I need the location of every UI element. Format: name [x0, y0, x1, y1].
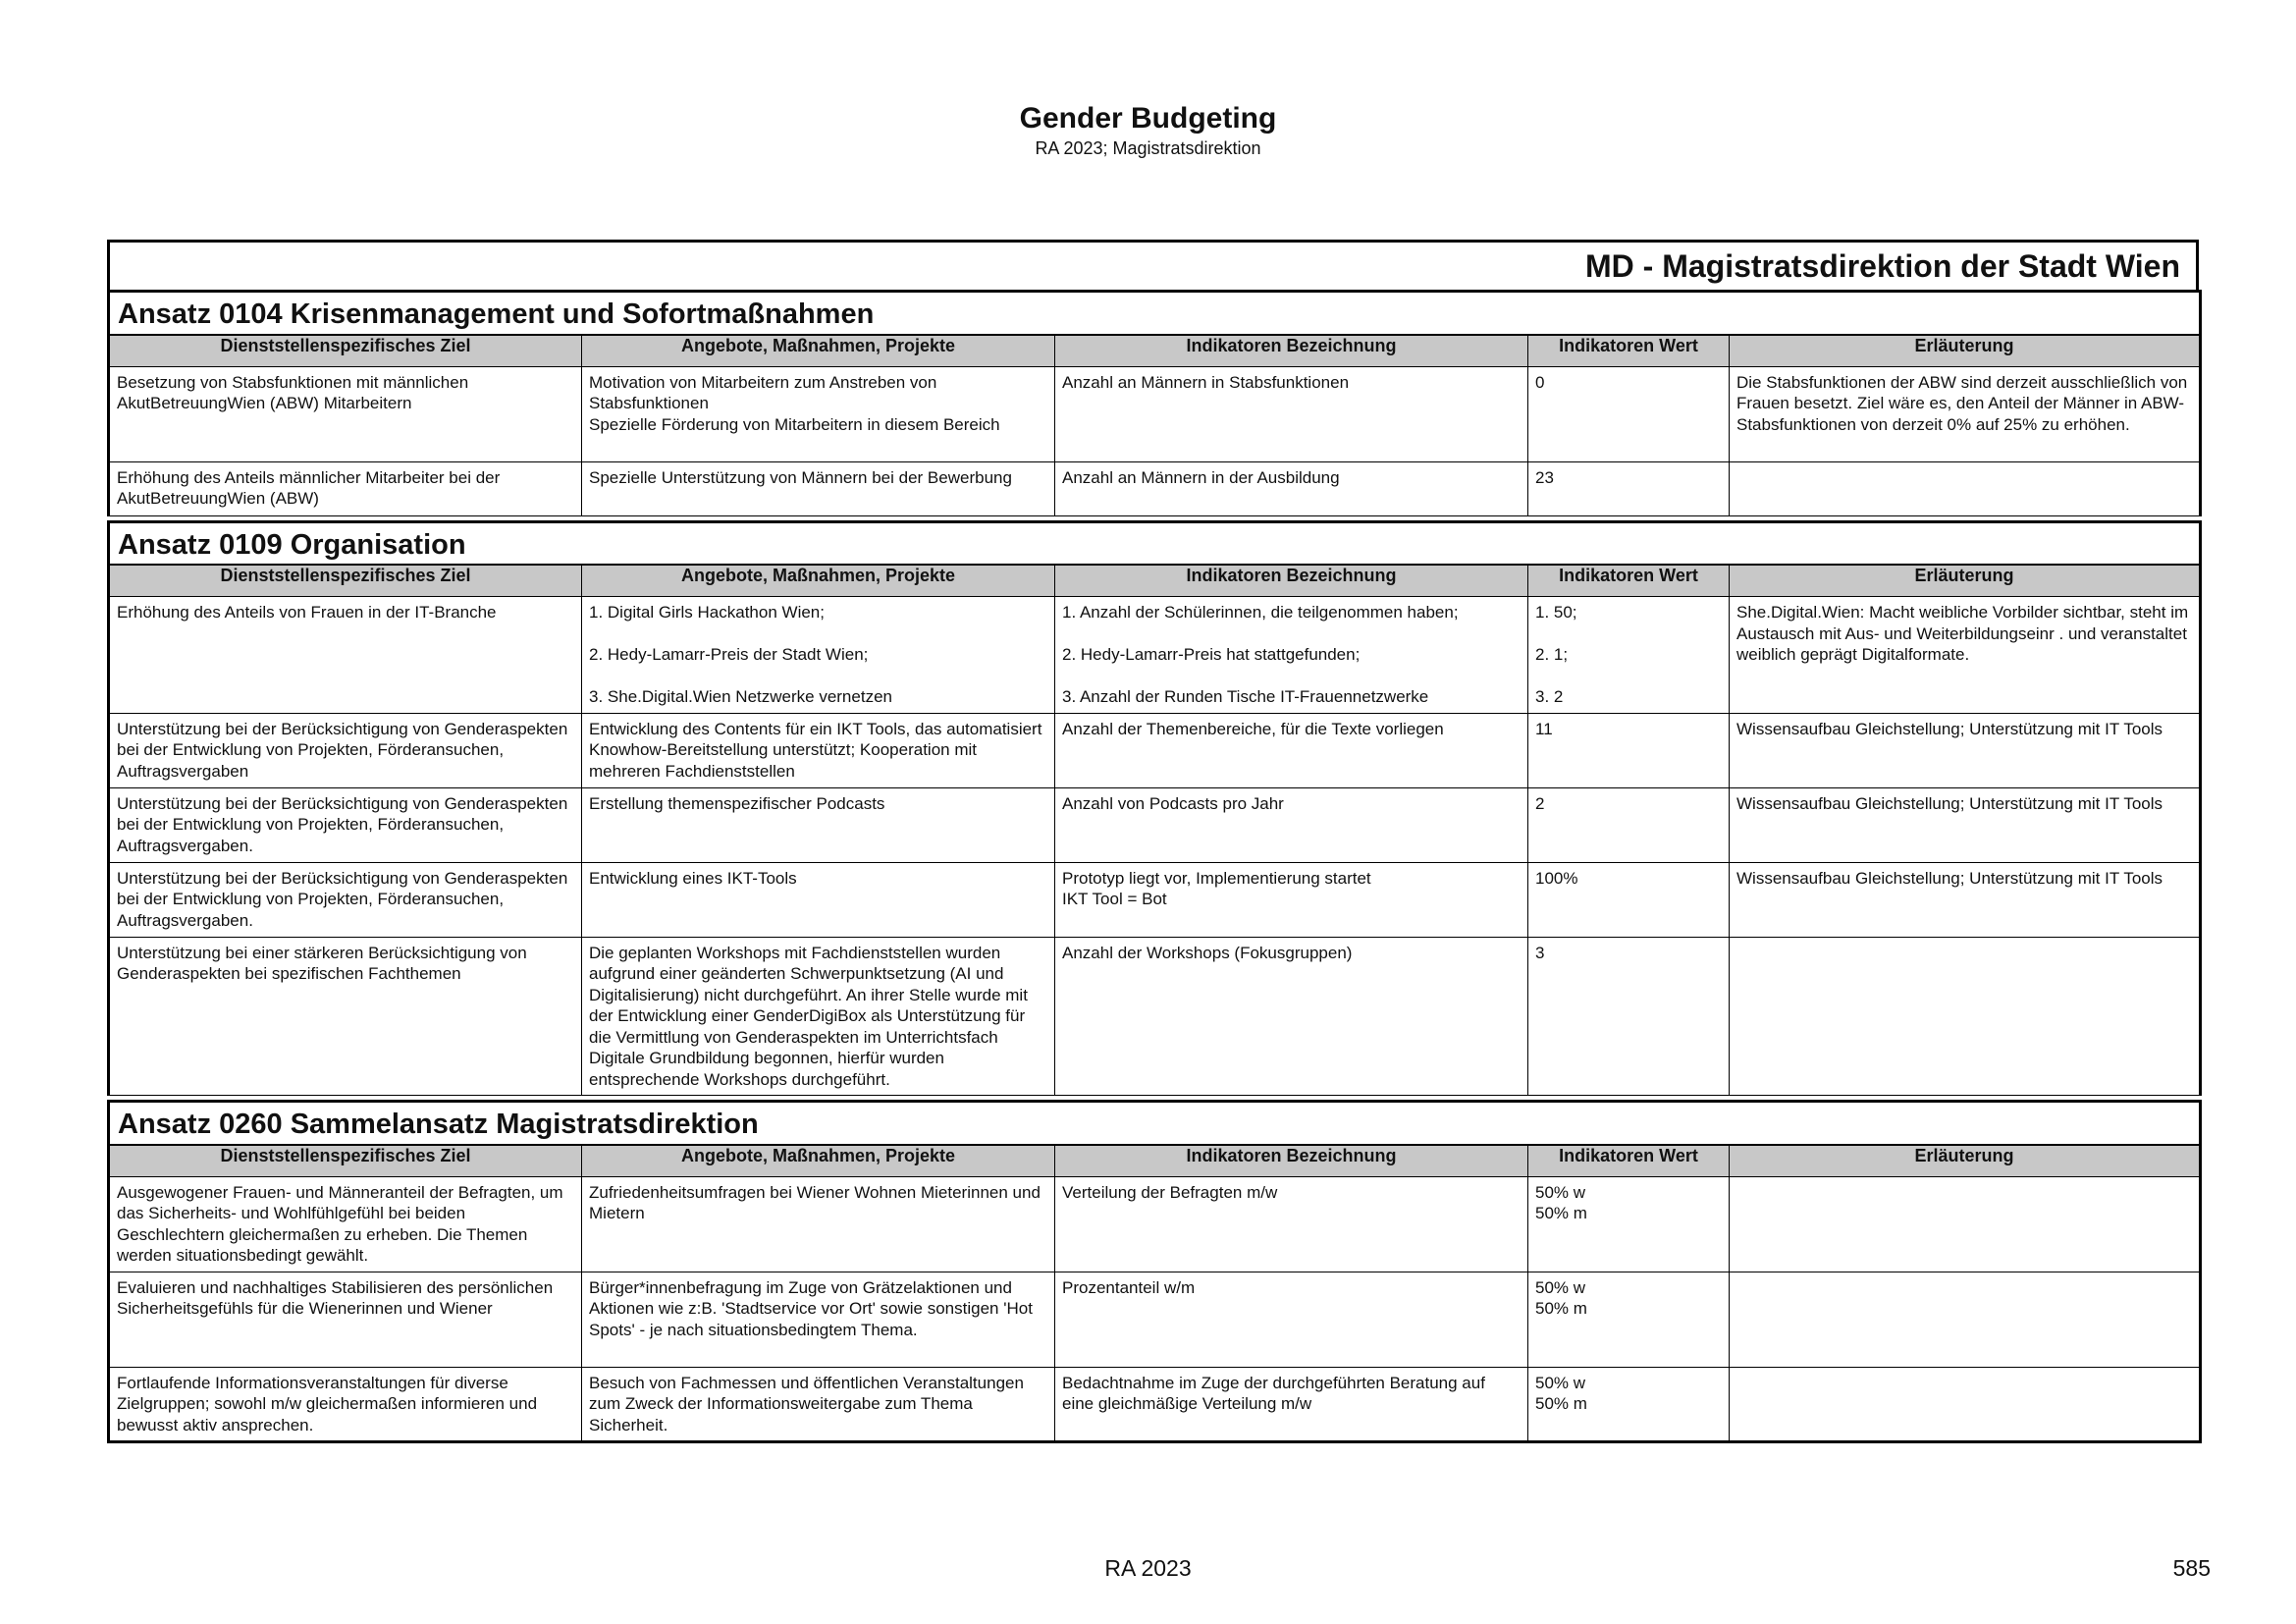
table-row	[109, 937, 2201, 1096]
ziel-cell: Ausgewogener Frauen- und Männeranteil der Befragten, um das Sicherheits- und Wohlfühlgefühl bei beiden Geschlechtern gleichermaßen zu erheben. Die Themen werden situationsbedingt gewählt.	[109, 1176, 582, 1272]
massnahmen-cell: Bürger*innenbefragung im Zuge von Grätzelaktionen und Aktionen wie z:B. 'Stadtservice vor Ort' sowie sonstigen 'Hot Spots' - je nach situationsbedingtem Thema.	[582, 1272, 1055, 1367]
column-header: Indikatoren Bezeichnung	[1055, 565, 1528, 597]
column-header: Angebote, Maßnahmen, Projekte	[582, 565, 1055, 597]
ziel-cell: Erhöhung des Anteils männlicher Mitarbeiter bei der AkutBetreuungWien (ABW)	[109, 461, 582, 515]
ziel-cell: Evaluieren und nachhaltiges Stabilisieren des persönlichen Sicherheitsgefühls für die Wienerinnen und Wiener	[109, 1272, 582, 1367]
wert-cell: 2	[1528, 787, 1730, 862]
column-header: Erläuterung	[1730, 335, 2201, 367]
column-header: Erläuterung	[1730, 1145, 2201, 1177]
wert-cell: 23	[1528, 461, 1730, 515]
table-row	[109, 1176, 2201, 1272]
erlaeuterung-cell	[1730, 937, 2201, 1096]
wert-cell: 50% w 50% m	[1528, 1176, 1730, 1272]
massnahmen-cell: Motivation von Mitarbeitern zum Anstreben von Stabsfunktionen Spezielle Förderung von Mitarbeitern in diesem Bereich	[582, 366, 1055, 461]
indikator-cell: Anzahl an Männern in Stabsfunktionen	[1055, 366, 1528, 461]
table-row	[109, 597, 2201, 714]
massnahmen-cell: Die geplanten Workshops mit Fachdienststellen wurden aufgrund einer geänderten Schwerpunktsetzung (AI und Digitalisierung) nicht durchgeführt. An ihrer Stelle wurde mit der Entwicklung einer GenderDigiBox als Unterstützung für die Vermittlung von Genderaspekten im Unterrichtsfach Digitale Grundbildung begonnen, hierfür wurden entsprechende Workshops durchgeführt.	[582, 937, 1055, 1096]
ansatz-title: Ansatz 0260 Sammelansatz Magistratsdirektion	[109, 1102, 2201, 1145]
column-header: Indikatoren Wert	[1528, 565, 1730, 597]
ziel-cell: Unterstützung bei der Berücksichtigung von Genderaspekten bei der Entwicklung von Projekten, Förderansuchen, Auftragsvergaben	[109, 713, 582, 787]
erlaeuterung-cell	[1730, 461, 2201, 515]
column-header: Indikatoren Bezeichnung	[1055, 1145, 1528, 1177]
table-row	[109, 461, 2201, 515]
indikator-cell: Verteilung der Befragten m/w	[1055, 1176, 1528, 1272]
massnahmen-cell: Erstellung themenspezifischer Podcasts	[582, 787, 1055, 862]
column-header: Indikatoren Bezeichnung	[1055, 335, 1528, 367]
indikator-cell: Prozentanteil w/m	[1055, 1272, 1528, 1367]
wert-cell: 50% w 50% m	[1528, 1272, 1730, 1367]
wert-cell: 0	[1528, 366, 1730, 461]
massnahmen-cell: Spezielle Unterstützung von Männern bei der Bewerbung	[582, 461, 1055, 515]
massnahmen-cell: Zufriedenheitsumfragen bei Wiener Wohnen Mieterinnen und Mietern	[582, 1176, 1055, 1272]
ansatz-title: Ansatz 0109 Organisation	[109, 521, 2201, 565]
ziel-cell: Erhöhung des Anteils von Frauen in der IT-Branche	[109, 597, 582, 714]
column-header-row	[109, 335, 2201, 367]
erlaeuterung-cell: Wissensaufbau Gleichstellung; Unterstützung mit IT Tools	[1730, 787, 2201, 862]
ansatz-table-0104	[107, 290, 2202, 516]
column-header: Dienststellenspezifisches Ziel	[109, 1145, 582, 1177]
column-header-row	[109, 565, 2201, 597]
column-header-row	[109, 1145, 2201, 1177]
org-header: MD - Magistratsdirektion der Stadt Wien	[107, 240, 2199, 290]
document-title: Gender Budgeting	[1019, 102, 1277, 135]
wert-cell: 100%	[1528, 862, 1730, 937]
wert-cell: 11	[1528, 713, 1730, 787]
page-number: 585	[2172, 1555, 2211, 1581]
indikator-cell: Anzahl an Männern in der Ausbildung	[1055, 461, 1528, 515]
indikator-cell: 1. Anzahl der Schülerinnen, die teilgenommen haben; 2. Hedy-Lamarr-Preis hat stattgefunden; 3. Anzahl der Runden Tische IT-Frauennetzwerke	[1055, 597, 1528, 714]
massnahmen-cell: Besuch von Fachmessen und öffentlichen Veranstaltungen zum Zweck der Informationsweitergabe zum Thema Sicherheit.	[582, 1367, 1055, 1442]
column-header: Indikatoren Wert	[1528, 335, 1730, 367]
ziel-cell: Fortlaufende Informationsveranstaltungen für diverse Zielgruppen; sowohl m/w gleichermaßen informieren und bewusst aktiv ansprechen.	[109, 1367, 582, 1442]
erlaeuterung-cell: She.Digital.Wien: Macht weibliche Vorbilder sichtbar, steht im Austausch mit Aus- und Weiterbildungseinr . und veranstaltet weiblich geprägt Digitalformate.	[1730, 597, 2201, 714]
indikator-cell: Anzahl der Workshops (Fokusgruppen)	[1055, 937, 1528, 1096]
massnahmen-cell: 1. Digital Girls Hackathon Wien; 2. Hedy-Lamarr-Preis der Stadt Wien; 3. She.Digital.Wien Netzwerke vernetzen	[582, 597, 1055, 714]
column-header: Angebote, Maßnahmen, Projekte	[582, 335, 1055, 367]
erlaeuterung-cell	[1730, 1367, 2201, 1442]
table-row	[109, 862, 2201, 937]
ansatz-table-0109	[107, 520, 2202, 1097]
indikator-cell: Prototyp liegt vor, Implementierung startet IKT Tool = Bot	[1055, 862, 1528, 937]
footer-report-label: RA 2023	[1104, 1555, 1192, 1581]
column-header: Indikatoren Wert	[1528, 1145, 1730, 1177]
wert-cell: 50% w 50% m	[1528, 1367, 1730, 1442]
indikator-cell: Bedachtnahme im Zuge der durchgeführten Beratung auf eine gleichmäßige Verteilung m/w	[1055, 1367, 1528, 1442]
ziel-cell: Unterstützung bei einer stärkeren Berücksichtigung von Genderaspekten bei spezifischen Fachthemen	[109, 937, 582, 1096]
erlaeuterung-cell: Wissensaufbau Gleichstellung; Unterstützung mit IT Tools	[1730, 862, 2201, 937]
erlaeuterung-cell: Wissensaufbau Gleichstellung; Unterstützung mit IT Tools	[1730, 713, 2201, 787]
ansatz-title: Ansatz 0104 Krisenmanagement und Sofortmaßnahmen	[109, 292, 2201, 335]
document-subtitle: RA 2023; Magistratsdirektion	[1035, 138, 1261, 158]
column-header: Dienststellenspezifisches Ziel	[109, 335, 582, 367]
column-header: Angebote, Maßnahmen, Projekte	[582, 1145, 1055, 1177]
ziel-cell: Unterstützung bei der Berücksichtigung von Genderaspekten bei der Entwicklung von Projekten, Förderansuchen, Auftragsvergaben.	[109, 787, 582, 862]
table-row	[109, 1272, 2201, 1367]
ziel-cell: Besetzung von Stabsfunktionen mit männlichen AkutBetreuungWien (ABW) Mitarbeitern	[109, 366, 582, 461]
column-header: Dienststellenspezifisches Ziel	[109, 565, 582, 597]
massnahmen-cell: Entwicklung eines IKT-Tools	[582, 862, 1055, 937]
column-header: Erläuterung	[1730, 565, 2201, 597]
table-row	[109, 366, 2201, 461]
gender-budget-frame	[107, 240, 2199, 1443]
table-row	[109, 1367, 2201, 1442]
massnahmen-cell: Entwicklung des Contents für ein IKT Tools, das automatisiert Knowhow-Bereitstellung unterstützt; Kooperation mit mehreren Fachdienststellen	[582, 713, 1055, 787]
erlaeuterung-cell	[1730, 1176, 2201, 1272]
indikator-cell: Anzahl der Themenbereiche, für die Texte vorliegen	[1055, 713, 1528, 787]
erlaeuterung-cell: Die Stabsfunktionen der ABW sind derzeit ausschließlich von Frauen besetzt. Ziel wäre es, den Anteil der Männer in ABW-Stabsfunktionen von derzeit 0% auf 25% zu erhöhen.	[1730, 366, 2201, 461]
ziel-cell: Unterstützung bei der Berücksichtigung von Genderaspekten bei der Entwicklung von Projekten, Förderansuchen, Auftragsvergaben.	[109, 862, 582, 937]
wert-cell: 3	[1528, 937, 1730, 1096]
wert-cell: 1. 50; 2. 1; 3. 2	[1528, 597, 1730, 714]
table-row	[109, 713, 2201, 787]
ansatz-table-0260	[107, 1100, 2202, 1443]
table-row	[109, 787, 2201, 862]
erlaeuterung-cell	[1730, 1272, 2201, 1367]
indikator-cell: Anzahl von Podcasts pro Jahr	[1055, 787, 1528, 862]
